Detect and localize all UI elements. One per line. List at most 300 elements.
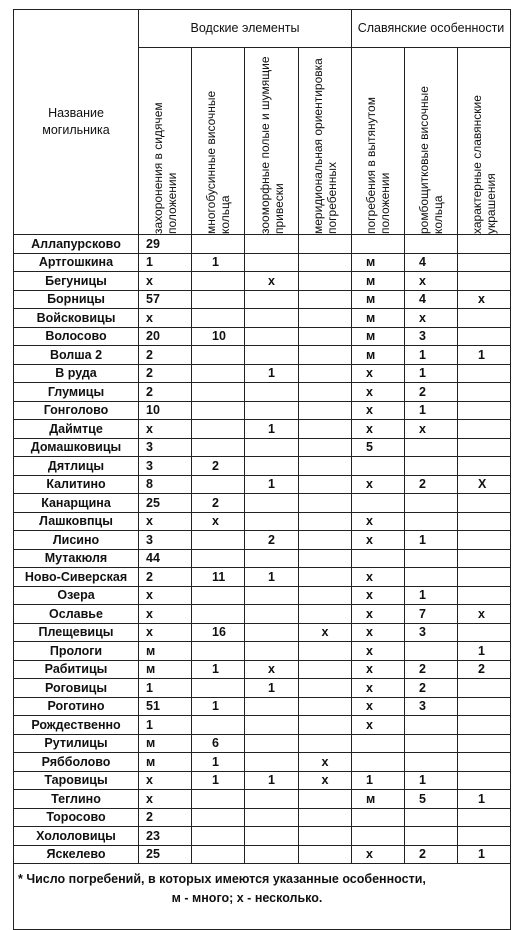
table-cell: [299, 660, 352, 679]
table-row: [14, 420, 511, 439]
table-cell: х: [405, 272, 458, 291]
table-row: [14, 512, 511, 531]
table-row: [14, 586, 511, 605]
table-cell: х: [352, 716, 405, 735]
table-cell: [245, 586, 299, 605]
burial-ground-name: Канарщина: [14, 494, 139, 513]
table-cell: [192, 605, 245, 624]
table-cell: [245, 494, 299, 513]
burial-ground-name: Артгошкина: [14, 253, 139, 272]
table-cell: 3: [405, 623, 458, 642]
table-row: [14, 253, 511, 272]
table-cell: 1: [192, 660, 245, 679]
table-cell: [299, 401, 352, 420]
table-cell: 3: [139, 531, 192, 550]
table-cell: [245, 845, 299, 864]
burial-ground-name: Роговицы: [14, 679, 139, 698]
table-cell: [405, 494, 458, 513]
table-cell: 10: [192, 327, 245, 346]
table-cell: [245, 383, 299, 402]
table-cell: [299, 364, 352, 383]
table-cell: 1: [245, 771, 299, 790]
table-cell: [192, 438, 245, 457]
burial-ground-name: Таровицы: [14, 771, 139, 790]
table-cell: [458, 679, 511, 698]
table-cell: [192, 827, 245, 846]
table-cell: 6: [192, 734, 245, 753]
table-cell: [405, 808, 458, 827]
burial-ground-name: Борницы: [14, 290, 139, 309]
table-cell: х: [139, 605, 192, 624]
table-cell: [245, 549, 299, 568]
table-cell: [245, 605, 299, 624]
footnote: [14, 864, 511, 930]
table-cell: [245, 512, 299, 531]
table-cell: [245, 790, 299, 809]
table-cell: [458, 827, 511, 846]
table-cell: м: [352, 346, 405, 365]
table-row: [14, 716, 511, 735]
table-cell: 2: [139, 364, 192, 383]
table-cell: 1: [245, 420, 299, 439]
table-cell: [245, 309, 299, 328]
burial-ground-name: Даймтце: [14, 420, 139, 439]
table-row: [14, 623, 511, 642]
table-cell: [245, 716, 299, 735]
table-cell: [458, 253, 511, 272]
table-cell: 10: [139, 401, 192, 420]
table-cell: 2: [192, 457, 245, 476]
table-cell: 2: [405, 660, 458, 679]
table-cell: [352, 235, 405, 254]
table-cell: [299, 290, 352, 309]
burial-ground-name: Калитино: [14, 475, 139, 494]
table-cell: [405, 438, 458, 457]
table-row: [14, 383, 511, 402]
table-row: [14, 327, 511, 346]
table-cell: [299, 642, 352, 661]
table-cell: х: [299, 623, 352, 642]
burial-ground-name: Войсковицы: [14, 309, 139, 328]
table-cell: 1: [245, 364, 299, 383]
table-cell: [245, 327, 299, 346]
table-cell: [192, 290, 245, 309]
table-cell: [245, 642, 299, 661]
table-cell: [192, 475, 245, 494]
table-cell: [458, 420, 511, 439]
table-cell: 2: [458, 660, 511, 679]
table-cell: 1: [405, 401, 458, 420]
table-cell: [352, 808, 405, 827]
table-row: [14, 827, 511, 846]
table-cell: [405, 716, 458, 735]
table-cell: 1: [192, 753, 245, 772]
table-cell: 1: [192, 253, 245, 272]
table-cell: [458, 438, 511, 457]
table-cell: 11: [192, 568, 245, 587]
table-cell: [458, 697, 511, 716]
table-cell: 1: [458, 845, 511, 864]
table-cell: [245, 734, 299, 753]
table-cell: х: [352, 586, 405, 605]
burial-ground-name: Прологи: [14, 642, 139, 661]
burial-ground-name: Озера: [14, 586, 139, 605]
burial-ground-name: Бегуницы: [14, 272, 139, 291]
table-cell: [192, 845, 245, 864]
table-cell: [299, 383, 352, 402]
table-cell: [299, 605, 352, 624]
table-cell: [458, 753, 511, 772]
col-header-extended-burials: погребения в вытянутом положении: [352, 48, 405, 235]
table-cell: 2: [192, 494, 245, 513]
table-cell: х: [458, 605, 511, 624]
table-cell: 2: [405, 475, 458, 494]
table-cell: [192, 420, 245, 439]
table-cell: [299, 494, 352, 513]
table-cell: 16: [192, 623, 245, 642]
table-cell: [299, 346, 352, 365]
slavic-features-header: Славянские особенности: [352, 10, 511, 48]
table-cell: 1: [405, 346, 458, 365]
table-cell: [299, 586, 352, 605]
table-cell: 5: [352, 438, 405, 457]
table-cell: х: [352, 420, 405, 439]
table-cell: х: [139, 420, 192, 439]
table-cell: х: [245, 272, 299, 291]
table-row: [14, 660, 511, 679]
table-cell: [458, 309, 511, 328]
table-cell: [299, 697, 352, 716]
table-cell: 2: [405, 845, 458, 864]
table-cell: [192, 346, 245, 365]
col-header-rhomboid-rings: ромбощитковые височные кольца: [405, 48, 458, 235]
table-row: [14, 549, 511, 568]
table-cell: [245, 290, 299, 309]
table-cell: [458, 364, 511, 383]
table-cell: х: [139, 790, 192, 809]
table-cell: [405, 642, 458, 661]
table-cell: 1: [139, 679, 192, 698]
table-cell: 23: [139, 827, 192, 846]
table-cell: [192, 401, 245, 420]
table-cell: [245, 438, 299, 457]
table-cell: [458, 549, 511, 568]
burial-ground-name: Домашковицы: [14, 438, 139, 457]
table-cell: 2: [405, 679, 458, 698]
burial-ground-name: Дятлицы: [14, 457, 139, 476]
table-cell: 3: [139, 438, 192, 457]
table-row: [14, 235, 511, 254]
burial-ground-name: Глумицы: [14, 383, 139, 402]
table-cell: [299, 253, 352, 272]
table-cell: [299, 531, 352, 550]
table-cell: 3: [405, 697, 458, 716]
table-cell: м: [352, 327, 405, 346]
table-row: [14, 568, 511, 587]
table-cell: [299, 512, 352, 531]
name-column-header: Название могильника: [14, 10, 139, 235]
table-cell: [458, 401, 511, 420]
table-cell: 2: [139, 346, 192, 365]
table-cell: [192, 309, 245, 328]
table-cell: х: [352, 623, 405, 642]
table-cell: м: [139, 753, 192, 772]
table-row: [14, 438, 511, 457]
table-cell: 1: [192, 771, 245, 790]
table-cell: х: [139, 512, 192, 531]
table-cell: м: [352, 272, 405, 291]
table-cell: [299, 272, 352, 291]
burial-ground-name: Рябболово: [14, 753, 139, 772]
table-cell: х: [405, 309, 458, 328]
table-cell: [192, 642, 245, 661]
table-row: [14, 808, 511, 827]
table-cell: [192, 364, 245, 383]
table-cell: [245, 253, 299, 272]
table-cell: [299, 790, 352, 809]
table-cell: [299, 420, 352, 439]
burial-ground-name: Волосово: [14, 327, 139, 346]
table-cell: х: [139, 272, 192, 291]
table-cell: х: [352, 845, 405, 864]
table-cell: х: [299, 753, 352, 772]
table-cell: [192, 808, 245, 827]
table-cell: [192, 586, 245, 605]
table-cell: 51: [139, 697, 192, 716]
table-cell: [192, 235, 245, 254]
burial-ground-name: Роготино: [14, 697, 139, 716]
footnote-line-2: м - много; х - несколько.: [171, 891, 323, 905]
table-cell: [405, 235, 458, 254]
table-cell: [458, 235, 511, 254]
table-cell: 1: [405, 364, 458, 383]
burial-ground-name: Плещевицы: [14, 623, 139, 642]
table-cell: [405, 827, 458, 846]
table-cell: 44: [139, 549, 192, 568]
table-cell: [245, 808, 299, 827]
table-row: [14, 771, 511, 790]
table-cell: х: [139, 586, 192, 605]
col-header-slavic-ornaments: характерные славянские украшения: [458, 48, 511, 235]
table-cell: х: [192, 512, 245, 531]
table-cell: х: [352, 364, 405, 383]
burial-ground-name: Аллапурсково: [14, 235, 139, 254]
table-cell: м: [352, 253, 405, 272]
table-row: [14, 679, 511, 698]
table-row: [14, 790, 511, 809]
table-cell: [458, 808, 511, 827]
table-cell: [192, 272, 245, 291]
table-cell: [299, 327, 352, 346]
table-cell: [192, 549, 245, 568]
table-row: [14, 697, 511, 716]
table-cell: 7: [405, 605, 458, 624]
table-cell: [299, 734, 352, 753]
table-cell: 5: [405, 790, 458, 809]
table-cell: [299, 808, 352, 827]
col-header-seated-burials: захоронения в сидячем положении: [139, 48, 192, 235]
table-cell: 1: [192, 697, 245, 716]
table-cell: [458, 494, 511, 513]
table-cell: 1: [405, 531, 458, 550]
table-cell: х: [352, 475, 405, 494]
table-cell: 1: [458, 346, 511, 365]
table-cell: м: [352, 290, 405, 309]
table-cell: [245, 697, 299, 716]
table-cell: [352, 734, 405, 753]
table-cell: [299, 438, 352, 457]
table-cell: [192, 383, 245, 402]
table-cell: [192, 531, 245, 550]
table-cell: [352, 827, 405, 846]
table-cell: х: [352, 512, 405, 531]
table-cell: [352, 457, 405, 476]
col-header-multibead-rings: многобусинные височные кольца: [192, 48, 245, 235]
burial-ground-name: Ославье: [14, 605, 139, 624]
table-cell: [405, 568, 458, 587]
table-row: [14, 605, 511, 624]
table-cell: 1: [405, 771, 458, 790]
table-cell: 4: [405, 253, 458, 272]
table-cell: [299, 309, 352, 328]
table-cell: [458, 771, 511, 790]
table-cell: 57: [139, 290, 192, 309]
table-cell: 1: [245, 568, 299, 587]
table-cell: 1: [405, 586, 458, 605]
table-cell: 8: [139, 475, 192, 494]
table-cell: 2: [139, 808, 192, 827]
burial-ground-name: Яскелево: [14, 845, 139, 864]
table-cell: [352, 494, 405, 513]
burial-ground-name: Рождественно: [14, 716, 139, 735]
table-cell: [405, 512, 458, 531]
table-cell: 1: [139, 253, 192, 272]
table-cell: [458, 272, 511, 291]
table-cell: 1: [458, 642, 511, 661]
table-row: [14, 642, 511, 661]
table-cell: 1: [352, 771, 405, 790]
table-cell: 3: [405, 327, 458, 346]
burial-ground-name: Рутилицы: [14, 734, 139, 753]
table-row: [14, 475, 511, 494]
table-cell: х: [139, 771, 192, 790]
burial-ground-name: Теглино: [14, 790, 139, 809]
burial-ground-name: Волша 2: [14, 346, 139, 365]
burial-ground-name: Хололовицы: [14, 827, 139, 846]
burial-ground-name: Мутакюля: [14, 549, 139, 568]
table-row: [14, 346, 511, 365]
table-cell: [192, 679, 245, 698]
table-cell: 1: [245, 475, 299, 494]
table-row: [14, 401, 511, 420]
table-cell: х: [352, 605, 405, 624]
table-cell: м: [352, 790, 405, 809]
table-row: [14, 364, 511, 383]
table-cell: [458, 457, 511, 476]
table-cell: 2: [245, 531, 299, 550]
table-cell: 25: [139, 845, 192, 864]
burial-grounds-table: [13, 9, 511, 930]
table-cell: [405, 734, 458, 753]
table-cell: [245, 235, 299, 254]
table-cell: х: [352, 568, 405, 587]
table-cell: х: [299, 771, 352, 790]
table-cell: х: [352, 679, 405, 698]
table-cell: х: [139, 623, 192, 642]
table-cell: м: [352, 309, 405, 328]
table-cell: [192, 790, 245, 809]
table-cell: [299, 457, 352, 476]
table-cell: [405, 549, 458, 568]
table-cell: 1: [458, 790, 511, 809]
burial-ground-name: Ново-Сиверская: [14, 568, 139, 587]
table-cell: х: [405, 420, 458, 439]
table-cell: [245, 346, 299, 365]
table-cell: [405, 753, 458, 772]
burial-ground-name: Рабитицы: [14, 660, 139, 679]
burial-ground-name: В руда: [14, 364, 139, 383]
table-cell: [192, 716, 245, 735]
table-cell: [245, 457, 299, 476]
table-cell: [245, 623, 299, 642]
table-cell: 2: [139, 383, 192, 402]
table-cell: х: [352, 642, 405, 661]
table-cell: х: [352, 660, 405, 679]
table-row: [14, 457, 511, 476]
table-row: [14, 272, 511, 291]
table-cell: х: [245, 660, 299, 679]
table-cell: [299, 549, 352, 568]
table-cell: [352, 753, 405, 772]
col-header-zoomorphic-pendants: зооморфные полые и шумящие привески: [245, 48, 299, 235]
table-cell: 1: [139, 716, 192, 735]
table-cell: [352, 549, 405, 568]
table-row: [14, 845, 511, 864]
table-cell: [299, 568, 352, 587]
burial-ground-name: Лашковпцы: [14, 512, 139, 531]
burial-ground-name: Лисино: [14, 531, 139, 550]
table-cell: 3: [139, 457, 192, 476]
table-cell: х: [352, 383, 405, 402]
table-cell: [458, 568, 511, 587]
table-cell: [245, 827, 299, 846]
table-cell: 25: [139, 494, 192, 513]
table-cell: х: [139, 309, 192, 328]
table-cell: [245, 401, 299, 420]
table-cell: [458, 734, 511, 753]
table-row: [14, 734, 511, 753]
table-cell: х: [352, 531, 405, 550]
table-row: [14, 753, 511, 772]
table-cell: [299, 827, 352, 846]
table-cell: 2: [405, 383, 458, 402]
table-cell: х: [352, 697, 405, 716]
table-cell: м: [139, 660, 192, 679]
table-cell: х: [458, 290, 511, 309]
table-cell: [458, 383, 511, 402]
table-cell: [458, 512, 511, 531]
burial-ground-name: Торосово: [14, 808, 139, 827]
table-cell: [458, 531, 511, 550]
table-cell: [458, 327, 511, 346]
burial-ground-name: Гонголово: [14, 401, 139, 420]
table-cell: [299, 716, 352, 735]
table-cell: [299, 679, 352, 698]
table-cell: 4: [405, 290, 458, 309]
table-cell: [458, 623, 511, 642]
col-header-meridional-orientation: меридиональная ориентировка погребенных: [299, 48, 352, 235]
table-cell: [405, 457, 458, 476]
